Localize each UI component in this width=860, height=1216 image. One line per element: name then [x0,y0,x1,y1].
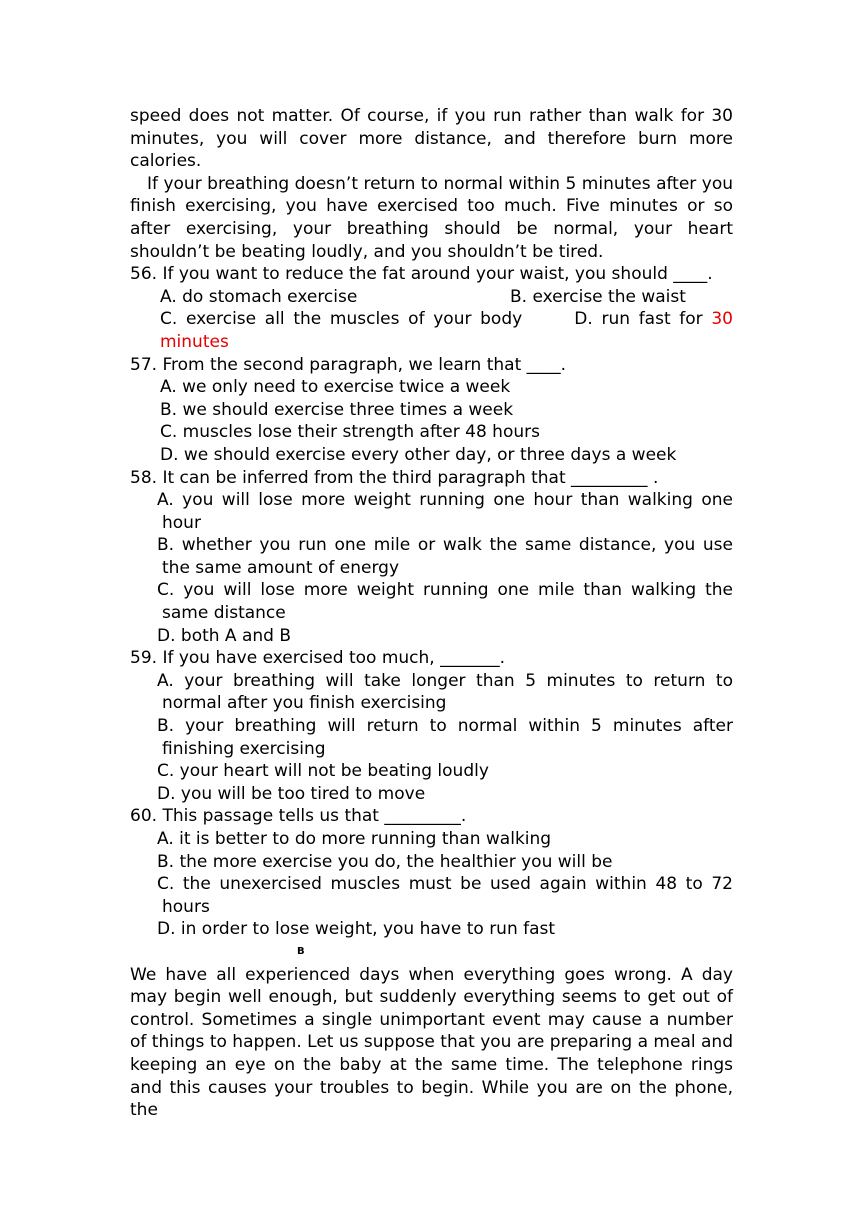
question-58-option-c: C. you will lose more weight running one mile than walking the same distance [157,580,733,624]
question-57-option-d: D. we should exercise every other day, or three days a week [160,444,677,465]
question-58-option-b: B. whether you run one mile or walk the same distance, you use the same amount of energy [157,535,733,578]
question-56-option-d-text: D. run fast for [574,309,712,330]
question-58-option-a: A. you will lose more weight running one hour than walking one hour [157,490,733,533]
section-b-label: B [297,945,305,957]
question-57-stem: 57. From the second paragraph, we learn that ____. [130,354,567,375]
question-60-option-b: B. the more exercise you do, the healthier you will be [157,851,613,872]
question-58-stem: 58. It can be inferred from the third paragraph that _________ . [130,467,659,488]
question-59 [130,647,733,805]
question-58-option-d: D. both A and B [157,625,292,646]
question-59-option-d: D. you will be too tired to move [157,783,426,804]
question-60-stem: 60. This passage tells us that _________. [130,806,467,827]
question-56 [130,263,733,353]
question-60-option-a: A. it is better to do more running than walking [157,829,552,849]
question-59-option-a: A. your breathing will take longer than 5 minutes to return to normal after you finish exercising [157,670,733,714]
question-56-option-a: A. do stomach exercise [160,286,358,307]
question-57-option-a: A. we only need to exercise twice a week [160,377,511,398]
document-page [130,105,733,1122]
question-57-option-c: C. muscles lose their strength after 48 hours [160,422,540,443]
section-b-paragraph-1: We have all experienced days when everything goes wrong. A day may begin well enough, but suddenly everything seems to get out of control. Sometimes a single unimportant event may cause a number of things to happen. Let us suppose that you are preparing a meal and keeping an eye on the baby at the same time. The telephone rings and this causes your troubles to begin. While you are on the phone, the [130,964,733,1121]
question-56-stem: 56. If you want to reduce the fat around your waist, you should ____. [130,264,713,285]
question-59-option-c: C. your heart will not be beating loudly [157,761,489,782]
question-60-option-c: C. the unexercised muscles must be used again within 48 to 72 hours [157,874,733,917]
question-56-options-ab [160,286,733,309]
passage-a-paragraph-1: speed does not matter. Of course, if you run rather than walk for 30 minutes, you will cover more distance, and therefore burn more calories. [130,106,733,172]
question-60-option-d: D. in order to lose weight, you have to run fast [157,919,556,940]
question-57-option-b: B. we should exercise three times a week [160,399,514,420]
question-56-options-cd [160,308,733,353]
question-59-stem: 59. If you have exercised too much, _______. [130,648,505,669]
question-56-option-b: B. exercise the waist [510,286,686,307]
question-56-option-d-highlight: 30 minutes [160,309,733,352]
passage-a-paragraph-2: If your breathing doesn’t return to normal within 5 minutes after you finish exercising, you have exercised too much. Five minutes or so after exercising, your breathing should be normal, your heart shouldn’t be beating loudly, and you shouldn’t be tired. [130,173,733,262]
question-56-option-c: C. exercise all the muscles of your body [160,309,523,330]
question-60 [130,805,733,941]
question-57 [130,354,733,467]
question-58 [130,467,733,648]
question-59-option-b: B. your breathing will return to normal within 5 minutes after finishing exercising [157,716,733,759]
